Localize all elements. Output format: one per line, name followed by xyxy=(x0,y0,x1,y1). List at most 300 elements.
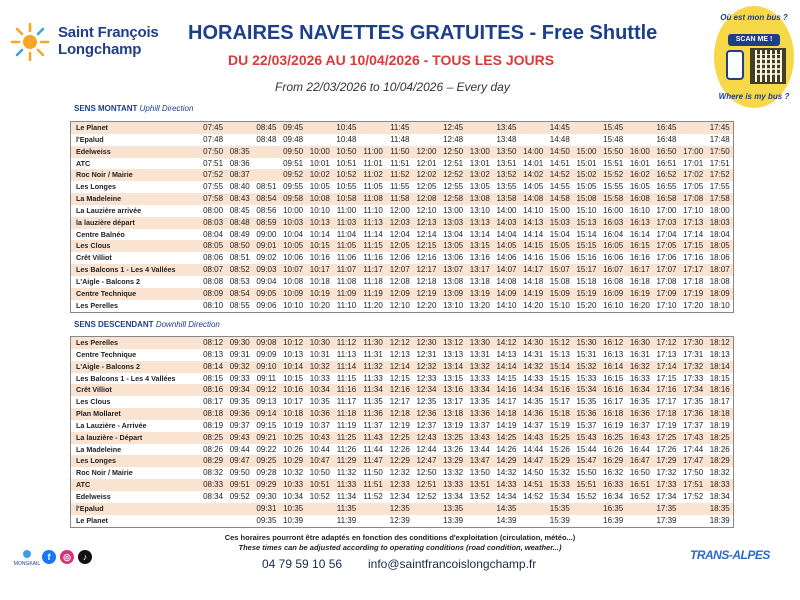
departure-time: 15:02 xyxy=(573,169,600,181)
departure-time: 13:32 xyxy=(440,467,467,479)
departure-time: 13:20 xyxy=(466,300,493,312)
departure-time: 15:50 xyxy=(600,146,627,158)
departure-time: 17:37 xyxy=(680,420,707,432)
departure-time: 16:31 xyxy=(627,349,654,361)
mini-logo-text: MONGKAIL xyxy=(13,561,41,567)
departure-time: 15:51 xyxy=(573,479,600,491)
departure-time: 15:15 xyxy=(546,373,573,385)
timetable-row xyxy=(71,491,734,503)
departure-time: 15:01 xyxy=(573,158,600,170)
departure-time: 11:50 xyxy=(360,467,387,479)
departure-time: 12:52 xyxy=(440,169,467,181)
departure-time: 10:13 xyxy=(306,217,333,229)
departure-time: 10:29 xyxy=(280,455,307,467)
departure-time: 10:50 xyxy=(306,467,333,479)
departure-time: 10:14 xyxy=(306,229,333,241)
departure-time: 11:47 xyxy=(360,455,387,467)
departure-time xyxy=(413,134,440,146)
departure-time: 13:47 xyxy=(466,455,493,467)
departure-time: 13:51 xyxy=(493,158,520,170)
departure-time: 16:33 xyxy=(600,479,627,491)
badge-top-text: Où est mon bus ? xyxy=(720,13,788,22)
departure-time: 16:16 xyxy=(627,252,654,264)
departure-time: 07:51 xyxy=(200,158,227,170)
departure-time xyxy=(413,503,440,515)
departure-time: 15:50 xyxy=(573,467,600,479)
timetable-row xyxy=(71,396,734,408)
phone-number[interactable]: 04 79 59 10 56 xyxy=(262,557,343,571)
departure-time: 12:16 xyxy=(386,384,413,396)
departure-time xyxy=(253,169,280,181)
departure-time: 17:34 xyxy=(680,384,707,396)
departure-time: 09:12 xyxy=(253,384,280,396)
departure-time: 14:18 xyxy=(520,276,547,288)
departure-time: 17:48 xyxy=(707,134,734,146)
departure-time: 12:47 xyxy=(413,455,440,467)
departure-time: 15:13 xyxy=(573,217,600,229)
stop-name: Le Planet xyxy=(71,515,200,527)
departure-time: 17:39 xyxy=(653,515,680,527)
departure-time: 14:03 xyxy=(493,217,520,229)
departure-time: 12:34 xyxy=(386,491,413,503)
departure-time: 17:09 xyxy=(653,288,680,300)
departure-time: 16:29 xyxy=(600,455,627,467)
departure-time: 17:50 xyxy=(680,467,707,479)
departure-time: 09:50 xyxy=(226,467,253,479)
departure-time: 17:35 xyxy=(653,503,680,515)
departure-time: 18:03 xyxy=(707,217,734,229)
departure-time: 10:10 xyxy=(280,300,307,312)
departure-time: 08:26 xyxy=(200,444,227,456)
stop-name: Crêt Villiot xyxy=(71,384,200,396)
departure-time: 09:00 xyxy=(253,229,280,241)
departure-time: 11:08 xyxy=(333,276,360,288)
departure-time: 14:33 xyxy=(493,479,520,491)
departure-time: 09:14 xyxy=(253,408,280,420)
departure-time: 15:48 xyxy=(600,134,627,146)
departure-time: 15:32 xyxy=(573,361,600,373)
departure-time: 11:00 xyxy=(333,205,360,217)
departure-time: 08:51 xyxy=(253,181,280,193)
timetable-row xyxy=(71,264,734,276)
departure-time: 11:07 xyxy=(333,264,360,276)
departure-time xyxy=(306,122,333,134)
departure-time: 15:14 xyxy=(546,361,573,373)
departure-time xyxy=(627,503,654,515)
departure-time: 17:04 xyxy=(653,229,680,241)
instagram-icon[interactable]: ◎ xyxy=(60,550,74,564)
departure-time: 11:19 xyxy=(333,420,360,432)
departure-time: 10:03 xyxy=(280,217,307,229)
departure-time: 10:00 xyxy=(280,205,307,217)
departure-time: 10:18 xyxy=(280,408,307,420)
departure-time: 15:39 xyxy=(546,515,573,527)
departure-time: 15:13 xyxy=(546,349,573,361)
departure-time: 12:12 xyxy=(386,337,413,349)
departure-time: 12:18 xyxy=(413,276,440,288)
stop-name: Plan Mollaret xyxy=(71,408,200,420)
uphill-title: SENS MONTANT xyxy=(74,104,138,113)
departure-time: 14:10 xyxy=(493,300,520,312)
departure-time: 14:35 xyxy=(493,503,520,515)
departure-time: 18:39 xyxy=(707,515,734,527)
timetable-row xyxy=(71,300,734,312)
timetable-row xyxy=(71,337,734,349)
departure-time: 11:19 xyxy=(360,288,387,300)
departure-time: 13:33 xyxy=(466,373,493,385)
departure-time: 16:32 xyxy=(627,361,654,373)
uphill-direction: Uphill Direction xyxy=(139,104,194,113)
departure-time: 13:35 xyxy=(466,396,493,408)
stop-name: l'Epalud xyxy=(71,503,200,515)
departure-time: 14:47 xyxy=(520,455,547,467)
departure-time: 16:08 xyxy=(627,193,654,205)
departure-time: 10:14 xyxy=(280,361,307,373)
departure-time: 15:08 xyxy=(573,193,600,205)
departure-time: 13:16 xyxy=(440,384,467,396)
departure-time: 18:05 xyxy=(707,240,734,252)
departure-time: 08:18 xyxy=(200,408,227,420)
departure-time: 17:07 xyxy=(653,264,680,276)
social-links xyxy=(13,548,92,567)
departure-time: 15:33 xyxy=(573,373,600,385)
departure-time: 14:45 xyxy=(546,122,573,134)
departure-time: 17:45 xyxy=(707,122,734,134)
departure-time: 13:15 xyxy=(440,373,467,385)
departure-time: 12:35 xyxy=(386,503,413,515)
departure-time: 11:34 xyxy=(360,384,387,396)
departure-time: 09:32 xyxy=(226,361,253,373)
departure-time: 13:10 xyxy=(440,300,467,312)
departure-time: 14:05 xyxy=(493,240,520,252)
departure-time: 17:05 xyxy=(680,181,707,193)
departure-time: 15:18 xyxy=(573,276,600,288)
departure-time: 11:17 xyxy=(333,396,360,408)
departure-time: 16:34 xyxy=(600,491,627,503)
stop-name: Centre Balnéo xyxy=(71,229,200,241)
departure-time: 14:32 xyxy=(520,361,547,373)
departure-time xyxy=(573,122,600,134)
departure-time xyxy=(226,134,253,146)
departure-time: 16:14 xyxy=(627,229,654,241)
departure-time: 13:00 xyxy=(440,205,467,217)
departure-time xyxy=(226,122,253,134)
departure-time: 08:08 xyxy=(200,276,227,288)
departure-time: 16:09 xyxy=(600,288,627,300)
departure-time: 10:39 xyxy=(280,515,307,527)
departure-time: 09:37 xyxy=(226,420,253,432)
departure-time: 12:03 xyxy=(386,217,413,229)
departure-time: 13:44 xyxy=(466,444,493,456)
departure-time: 11:36 xyxy=(360,408,387,420)
departure-time: 12:13 xyxy=(386,349,413,361)
departure-time: 08:53 xyxy=(226,276,253,288)
departure-time: 16:45 xyxy=(653,122,680,134)
timetable-row xyxy=(71,384,734,396)
departure-time: 16:35 xyxy=(600,503,627,515)
downhill-timetable xyxy=(70,336,734,528)
departure-time: 08:52 xyxy=(226,264,253,276)
departure-time: 11:35 xyxy=(360,396,387,408)
departure-time: 17:06 xyxy=(653,252,680,264)
departure-time: 16:17 xyxy=(627,264,654,276)
departure-time: 16:13 xyxy=(600,349,627,361)
departure-time: 09:29 xyxy=(253,479,280,491)
departure-time: 13:30 xyxy=(466,337,493,349)
departure-time: 17:18 xyxy=(680,276,707,288)
departure-time: 15:52 xyxy=(573,491,600,503)
departure-time: 15:05 xyxy=(546,240,573,252)
departure-time: 16:07 xyxy=(600,264,627,276)
departure-time: 15:04 xyxy=(546,229,573,241)
departure-time: 13:16 xyxy=(466,252,493,264)
departure-time: 17:51 xyxy=(707,158,734,170)
timetable-row xyxy=(71,217,734,229)
departure-time: 14:14 xyxy=(493,361,520,373)
stop-name: Centre Technique xyxy=(71,349,200,361)
departure-time: 09:35 xyxy=(253,515,280,527)
departure-time: 09:34 xyxy=(226,384,253,396)
departure-time: 11:31 xyxy=(360,349,387,361)
timetable-row xyxy=(71,134,734,146)
departure-time: 14:00 xyxy=(493,205,520,217)
departure-time: 15:29 xyxy=(546,455,573,467)
departure-time: 12:10 xyxy=(386,300,413,312)
stop-name: L'Aigle - Balcons 2 xyxy=(71,361,200,373)
timetable-row xyxy=(71,503,734,515)
timetable-row xyxy=(71,455,734,467)
departure-time: 13:45 xyxy=(493,122,520,134)
departure-time: 13:48 xyxy=(493,134,520,146)
departure-time: 13:14 xyxy=(440,361,467,373)
departure-time: 18:32 xyxy=(707,467,734,479)
departure-time: 16:19 xyxy=(600,420,627,432)
departure-time xyxy=(466,515,493,527)
departure-time: 13:26 xyxy=(440,444,467,456)
departure-time: 10:06 xyxy=(280,252,307,264)
departure-time: 16:26 xyxy=(600,444,627,456)
stop-name: La Madeleine xyxy=(71,444,200,456)
qr-code[interactable] xyxy=(750,48,786,84)
departure-time xyxy=(573,134,600,146)
departure-time: 11:18 xyxy=(333,408,360,420)
departure-time: 15:31 xyxy=(573,349,600,361)
stop-name: Les Clous xyxy=(71,396,200,408)
departure-time: 10:34 xyxy=(280,491,307,503)
stop-name: Les Perelles xyxy=(71,337,200,349)
departure-time: 16:03 xyxy=(600,217,627,229)
departure-time: 17:14 xyxy=(653,361,680,373)
departure-time: 17:14 xyxy=(680,229,707,241)
departure-time: 10:33 xyxy=(280,479,307,491)
tiktok-icon[interactable]: ♪ xyxy=(78,550,92,564)
departure-time: 16:58 xyxy=(653,193,680,205)
departure-time: 10:30 xyxy=(306,337,333,349)
departure-time: 13:06 xyxy=(440,252,467,264)
departure-time: 09:31 xyxy=(226,349,253,361)
departure-time: 11:58 xyxy=(386,193,413,205)
departure-time: 15:19 xyxy=(573,288,600,300)
departure-time: 12:33 xyxy=(413,373,440,385)
timetable-row xyxy=(71,420,734,432)
departure-time: 11:33 xyxy=(360,373,387,385)
departure-time: 16:50 xyxy=(653,146,680,158)
departure-time: 15:16 xyxy=(546,384,573,396)
departure-time xyxy=(520,134,547,146)
departure-time xyxy=(253,158,280,170)
departure-time: 17:17 xyxy=(653,396,680,408)
where-is-my-bus-badge[interactable] xyxy=(714,6,794,108)
departure-time: 17:29 xyxy=(653,455,680,467)
departure-time: 16:05 xyxy=(600,240,627,252)
departure-time: 09:15 xyxy=(253,420,280,432)
departure-time: 08:51 xyxy=(226,252,253,264)
departure-time: 11:02 xyxy=(360,169,387,181)
departure-time: 14:39 xyxy=(493,515,520,527)
departure-time: 14:33 xyxy=(520,373,547,385)
departure-time: 14:51 xyxy=(546,158,573,170)
departure-time: 10:04 xyxy=(280,229,307,241)
departure-time: 13:32 xyxy=(466,361,493,373)
departure-time: 17:55 xyxy=(707,181,734,193)
departure-time: 17:08 xyxy=(680,193,707,205)
departure-time: 13:19 xyxy=(440,420,467,432)
departure-time: 12:17 xyxy=(413,264,440,276)
departure-time: 16:10 xyxy=(600,300,627,312)
departure-time: 15:55 xyxy=(600,181,627,193)
departure-time: 17:36 xyxy=(680,408,707,420)
stop-name: La Lauzière arrivée xyxy=(71,205,200,217)
departure-time: 10:01 xyxy=(306,158,333,170)
departure-time: 14:14 xyxy=(520,229,547,241)
timetable-row xyxy=(71,229,734,241)
departure-time: 15:08 xyxy=(546,276,573,288)
departure-time: 17:30 xyxy=(680,337,707,349)
departure-time: 10:32 xyxy=(280,467,307,479)
departure-time: 08:40 xyxy=(226,181,253,193)
departure-time xyxy=(520,515,547,527)
departure-time: 12:33 xyxy=(386,479,413,491)
stop-name: La lauzière - Départ xyxy=(71,432,200,444)
departure-time: 13:18 xyxy=(440,408,467,420)
departure-time xyxy=(200,515,227,527)
departure-time: 09:28 xyxy=(253,467,280,479)
departure-time: 11:33 xyxy=(333,479,360,491)
departure-time: 14:50 xyxy=(546,146,573,158)
timetable-row xyxy=(71,169,734,181)
departure-time: 16:18 xyxy=(600,408,627,420)
departure-time: 16:36 xyxy=(627,408,654,420)
departure-time xyxy=(520,503,547,515)
departure-time: 11:17 xyxy=(360,264,387,276)
departure-time: 08:37 xyxy=(226,169,253,181)
departure-time: 09:36 xyxy=(226,408,253,420)
departure-time: 15:15 xyxy=(573,240,600,252)
phone-icon xyxy=(726,50,744,80)
departure-time: 18:14 xyxy=(707,361,734,373)
departure-time: 18:15 xyxy=(707,373,734,385)
stop-name: Le Planet xyxy=(71,122,200,134)
facebook-icon[interactable]: f xyxy=(42,550,56,564)
stop-name: L'Aigle - Balcons 2 xyxy=(71,276,200,288)
departure-time: 11:13 xyxy=(360,217,387,229)
departure-time: 17:31 xyxy=(680,349,707,361)
departure-time: 08:49 xyxy=(226,229,253,241)
departure-time xyxy=(627,515,654,527)
departure-time: 10:05 xyxy=(306,181,333,193)
departure-time: 10:15 xyxy=(280,373,307,385)
departure-time: 17:51 xyxy=(680,479,707,491)
departure-time: 14:18 xyxy=(493,408,520,420)
departure-time: 08:13 xyxy=(200,349,227,361)
departure-time: 13:10 xyxy=(466,205,493,217)
departure-time: 15:36 xyxy=(573,408,600,420)
departure-time: 12:14 xyxy=(386,361,413,373)
departure-time: 14:26 xyxy=(493,444,520,456)
departure-time: 16:55 xyxy=(653,181,680,193)
departure-time xyxy=(680,122,707,134)
departure-time: 11:05 xyxy=(333,240,360,252)
departure-time: 14:32 xyxy=(493,467,520,479)
departure-time xyxy=(466,122,493,134)
departure-time: 13:52 xyxy=(493,169,520,181)
departure-time: 13:39 xyxy=(440,515,467,527)
departure-time: 13:17 xyxy=(440,396,467,408)
departure-time: 08:55 xyxy=(226,300,253,312)
stop-name: Les Balcons 1 - Les 4 Vallées xyxy=(71,264,200,276)
departure-time: 12:06 xyxy=(386,252,413,264)
departure-time: 13:31 xyxy=(466,349,493,361)
departure-time: 12:08 xyxy=(413,193,440,205)
timetable-row xyxy=(71,432,734,444)
departure-time: 10:34 xyxy=(306,384,333,396)
departure-time: 11:35 xyxy=(333,503,360,515)
departure-time: 13:52 xyxy=(466,491,493,503)
departure-time: 15:14 xyxy=(573,229,600,241)
departure-time: 11:44 xyxy=(360,444,387,456)
departure-time: 08:43 xyxy=(226,193,253,205)
stop-name: Les Longes xyxy=(71,181,200,193)
departure-time: 12:37 xyxy=(413,420,440,432)
stop-name: Edelweiss xyxy=(71,146,200,158)
date-range-en: From 22/03/2026 to 10/04/2026 – Every day xyxy=(275,80,510,94)
email-link[interactable]: info@saintfrancoislongchamp.fr xyxy=(368,557,537,571)
departure-time: 11:51 xyxy=(360,479,387,491)
departure-time: 16:30 xyxy=(627,337,654,349)
departure-time: 17:13 xyxy=(680,217,707,229)
departure-time: 13:17 xyxy=(466,264,493,276)
departure-time: 15:34 xyxy=(573,384,600,396)
departure-time: 18:34 xyxy=(707,491,734,503)
departure-time: 12:13 xyxy=(413,217,440,229)
departure-time: 18:25 xyxy=(707,432,734,444)
departure-time: 10:37 xyxy=(306,420,333,432)
departure-time: 14:04 xyxy=(493,229,520,241)
departure-time: 08:07 xyxy=(200,264,227,276)
departure-time: 12:39 xyxy=(386,515,413,527)
departure-time: 11:52 xyxy=(386,169,413,181)
departure-time: 13:36 xyxy=(466,408,493,420)
departure-time xyxy=(680,515,707,527)
departure-time: 13:13 xyxy=(440,349,467,361)
departure-time: 12:14 xyxy=(413,229,440,241)
departure-time: 14:09 xyxy=(493,288,520,300)
departure-time: 15:32 xyxy=(546,467,573,479)
departure-time: 12:26 xyxy=(386,444,413,456)
timetable-row xyxy=(71,349,734,361)
departure-time: 16:52 xyxy=(653,169,680,181)
departure-time: 11:30 xyxy=(360,337,387,349)
